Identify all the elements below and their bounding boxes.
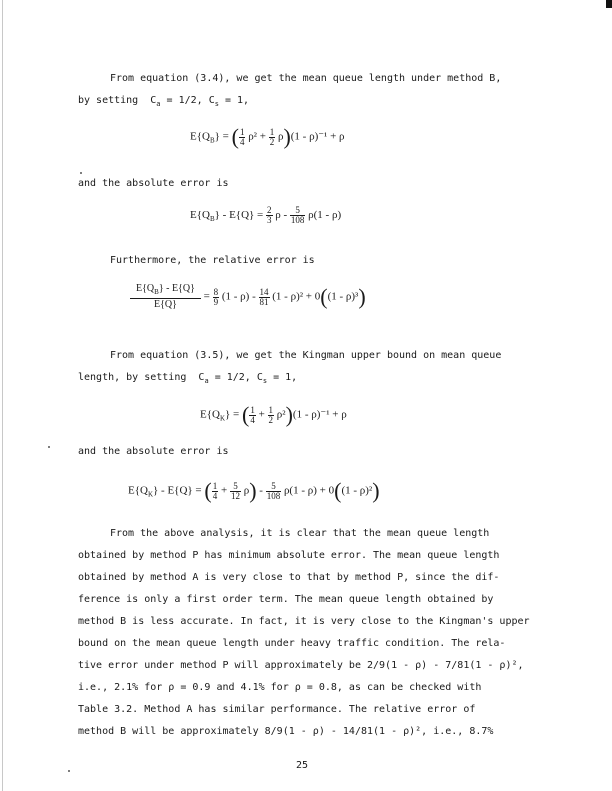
paren-open: ( (242, 402, 250, 427)
eq-text: ρ (277, 130, 284, 143)
fraction: $\frac{1}{4}$ (250, 404, 255, 425)
subscript: K (219, 414, 226, 423)
eq-text: (1 - ρ) - (221, 290, 256, 303)
eq-text: E{Q (128, 484, 148, 497)
fraction: $\frac{1}{4}$ (239, 126, 245, 147)
eq-text: + (258, 408, 265, 421)
paren-open: ( (334, 478, 342, 503)
eq-text: (1 - ρ)⁻¹ + ρ (292, 408, 347, 421)
eq-text: ρ - (275, 209, 288, 222)
paren-close: ) (283, 124, 291, 149)
subscript: a (156, 100, 161, 108)
text-segment: C (150, 95, 157, 106)
text-segment: = 1, (224, 95, 250, 106)
scan-speck (80, 172, 82, 174)
text-line: and the absolute error is (78, 446, 229, 457)
eq-text: } - E{Q} = (214, 209, 264, 222)
equation-relative-error (130, 283, 366, 311)
text-line: method B is less accurate. In fact, it is very close to the Kingman's upper (78, 616, 530, 627)
eq-text: E{Q (190, 130, 210, 143)
scan-corner-mark (606, 0, 612, 8)
text-segment: = 1/2, C (214, 372, 263, 383)
equation-kingman-bound (200, 402, 347, 428)
fraction: $\frac{14}{81}$ (259, 286, 269, 307)
eq-text: E{Q (190, 209, 210, 222)
equation-abs-error-b (190, 206, 341, 225)
scan-speck (68, 770, 70, 772)
eq-text: } - E{Q} = (153, 484, 202, 497)
eq-text: (1 - ρ)⁻¹ + ρ (290, 130, 345, 143)
text-line (78, 372, 297, 387)
eq-text: E{Q (200, 408, 220, 421)
eq-text: - (259, 484, 263, 497)
text-line: method B will be approximately 8/9(1 - ρ) - 14/81(1 - ρ)², i.e., 8.7% (78, 726, 494, 737)
eq-text: = (203, 290, 210, 303)
fraction: $\frac{8}{9}$ (213, 286, 219, 307)
fraction: $\frac{1}{2}$ (269, 126, 275, 147)
text-line: From the above analysis, it is clear that the mean queue length (110, 528, 490, 539)
eq-text: ρ² + (248, 130, 266, 143)
eq-text: ρ² (276, 408, 286, 421)
fraction: $\frac{5}{108}$ (266, 480, 281, 501)
text-segment: C (198, 372, 205, 383)
subscript: B (209, 215, 215, 224)
fraction: $\frac{1}{2}$ (268, 404, 274, 425)
eq-text: (1 - ρ)² + 0 (272, 290, 321, 303)
fraction: $\frac{5}{12}$ (230, 480, 240, 501)
scan-edge-line (2, 0, 3, 791)
eq-text: ρ(1 - ρ) + 0 (283, 484, 335, 497)
scan-speck (48, 446, 50, 448)
text-line: Table 3.2. Method A has similar performance. The relative error of (78, 704, 476, 715)
text-line: tive error under method P will approximately be 2/9(1 - ρ) - 7/81(1 - ρ)², (78, 660, 524, 671)
text-line: bound on the mean queue length under heavy traffic condition. The rela- (78, 638, 506, 649)
paren-open: ( (204, 478, 212, 503)
eq-text: + (220, 484, 228, 497)
paren-open: ( (320, 284, 328, 309)
paren-close: ) (358, 284, 366, 309)
text-line: obtained by method P has minimum absolute error. The mean queue length (78, 550, 500, 561)
eq-text: (1 - ρ)³ (327, 290, 359, 303)
text-line: ference is only a first order term. The mean queue length obtained by (78, 594, 494, 605)
text-line (78, 95, 249, 110)
equation-abs-error-kingman (128, 478, 380, 504)
text-line: i.e., 2.1% for ρ = 0.9 and 4.1% for ρ = 0.8, as can be checked with (78, 682, 482, 693)
eq-text: ρ (243, 484, 250, 497)
paren-open: ( (231, 124, 239, 149)
paren-close: ) (285, 402, 293, 427)
subscript: K (147, 490, 154, 499)
eq-text: } = (214, 130, 229, 143)
fraction: $\frac{1}{4}$ (212, 480, 218, 501)
paren-close: ) (372, 478, 380, 503)
text-line: and the absolute error is (78, 178, 229, 189)
eq-text: (1 - ρ)² (341, 484, 373, 497)
eq-text: ρ(1 - ρ) (308, 209, 342, 222)
fraction: $\frac{2}{3}$ (267, 205, 272, 225)
subscript: a (204, 377, 209, 385)
text-line: Furthermore, the relative error is (110, 255, 315, 266)
paren-close: ) (249, 478, 257, 503)
subscript: s (214, 100, 219, 108)
text-line: From equation (3.4), we get the mean queue length under method B, (110, 73, 502, 84)
text-segment: length, by setting (78, 372, 187, 383)
text-line: From equation (3.5), we get the Kingman upper bound on mean queue (110, 350, 502, 361)
text-segment: = 1, (273, 372, 298, 383)
subscript: s (262, 377, 268, 385)
text-segment: by setting (78, 95, 139, 106)
text-segment: = 1/2, C (166, 95, 215, 106)
fraction: $\frac{E\{Q_B\} - E\{Q\}}{E\{Q\}}$ (130, 283, 201, 311)
text-line: obtained by method A is very close to that by method P, since the dif- (78, 572, 500, 583)
subscript: B (209, 136, 215, 145)
fraction: $\frac{5}{108}$ (290, 205, 305, 225)
page-number: 25 (296, 760, 309, 771)
eq-text: } = (225, 408, 240, 421)
equation-mean-queue-b (190, 124, 345, 150)
